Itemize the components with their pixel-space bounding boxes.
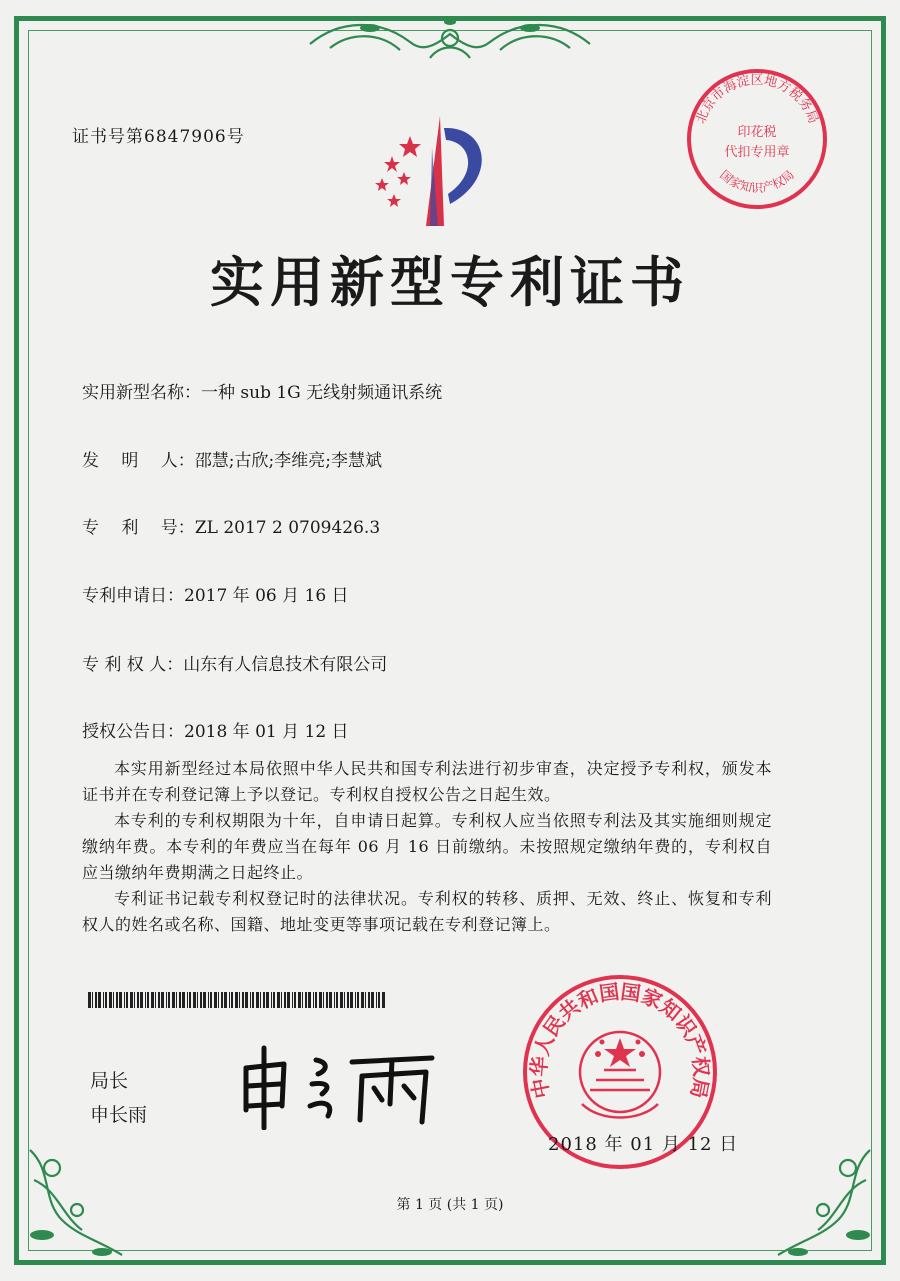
field-value: 一种 sub 1G 无线射频通讯系统	[201, 383, 443, 403]
field-label: 专利申请日：	[82, 586, 184, 606]
page-number: 第 1 页 (共 1 页)	[396, 1197, 504, 1213]
field-label: 发 明 人：	[82, 451, 195, 471]
field-value: 2017 年 06 月 16 日	[184, 586, 349, 606]
field-utility-model-name	[82, 378, 442, 403]
svg-text:国家知识产权局: 国家知识产权局	[717, 167, 797, 195]
field-value: 2018 年 01 月 12 日	[184, 722, 349, 742]
certificate-number: 证书号第6847906号	[72, 127, 245, 147]
field-value: 山东有人信息技术有限公司	[183, 655, 388, 675]
certificate-body	[82, 756, 772, 938]
director-title: 局长	[90, 1070, 129, 1092]
svg-text:代扣专用章: 代扣专用章	[724, 145, 790, 160]
tax-seal-icon	[682, 64, 832, 214]
field-label: 专 利 号：	[82, 518, 195, 538]
barcode-icon	[88, 992, 388, 1008]
body-paragraph: 本专利的专利权期限为十年，自申请日起算。专利权人应当依照专利法及其实施细则规定缴纳年费。本专利的年费应当在每年 06 月 16 日前缴纳。未按照规定缴纳年费的，专利权自应当缴纳年费期满之日起终止。	[82, 811, 772, 882]
field-grant-date	[82, 717, 349, 742]
field-label: 授权公告日：	[82, 722, 184, 742]
director-name: 申长雨	[90, 1104, 148, 1126]
field-patentee	[82, 650, 387, 675]
field-patent-number	[82, 513, 380, 538]
field-label: 专 利 权 人：	[82, 655, 184, 675]
svg-text:中华人民共和国国家知识产权局: 中华人民共和国国家知识产权局	[526, 979, 714, 1101]
page-title: 实用新型专利证书	[210, 251, 690, 314]
top-ornament-icon	[300, 14, 600, 70]
field-application-date	[82, 581, 349, 606]
seal-date: 2018 年 01 月 12 日	[548, 1134, 739, 1155]
director-signature-icon	[232, 1040, 442, 1130]
field-inventors	[82, 446, 382, 471]
patent-office-logo-icon	[368, 108, 508, 230]
body-paragraph: 专利证书记载专利权登记时的法律状况。专利权的转移、质押、无效、终止、恢复和专利权人的姓名或名称、国籍、地址变更等事项记载在专利登记簿上。	[82, 889, 772, 934]
body-paragraph: 本实用新型经过本局依照中华人民共和国专利法进行初步审查，决定授予专利权，颁发本证书并在专利登记簿上予以登记。专利权自授权公告之日起生效。	[82, 759, 772, 804]
svg-text:北京市海淀区地方税务局: 北京市海淀区地方税务局	[693, 73, 821, 126]
field-value: ZL 2017 2 0709426.3	[194, 518, 381, 538]
field-value: 邵慧;古欣;李维亮;李慧斌	[194, 451, 382, 471]
svg-text:印花税: 印花税	[737, 125, 777, 140]
field-label: 实用新型名称：	[82, 383, 201, 403]
